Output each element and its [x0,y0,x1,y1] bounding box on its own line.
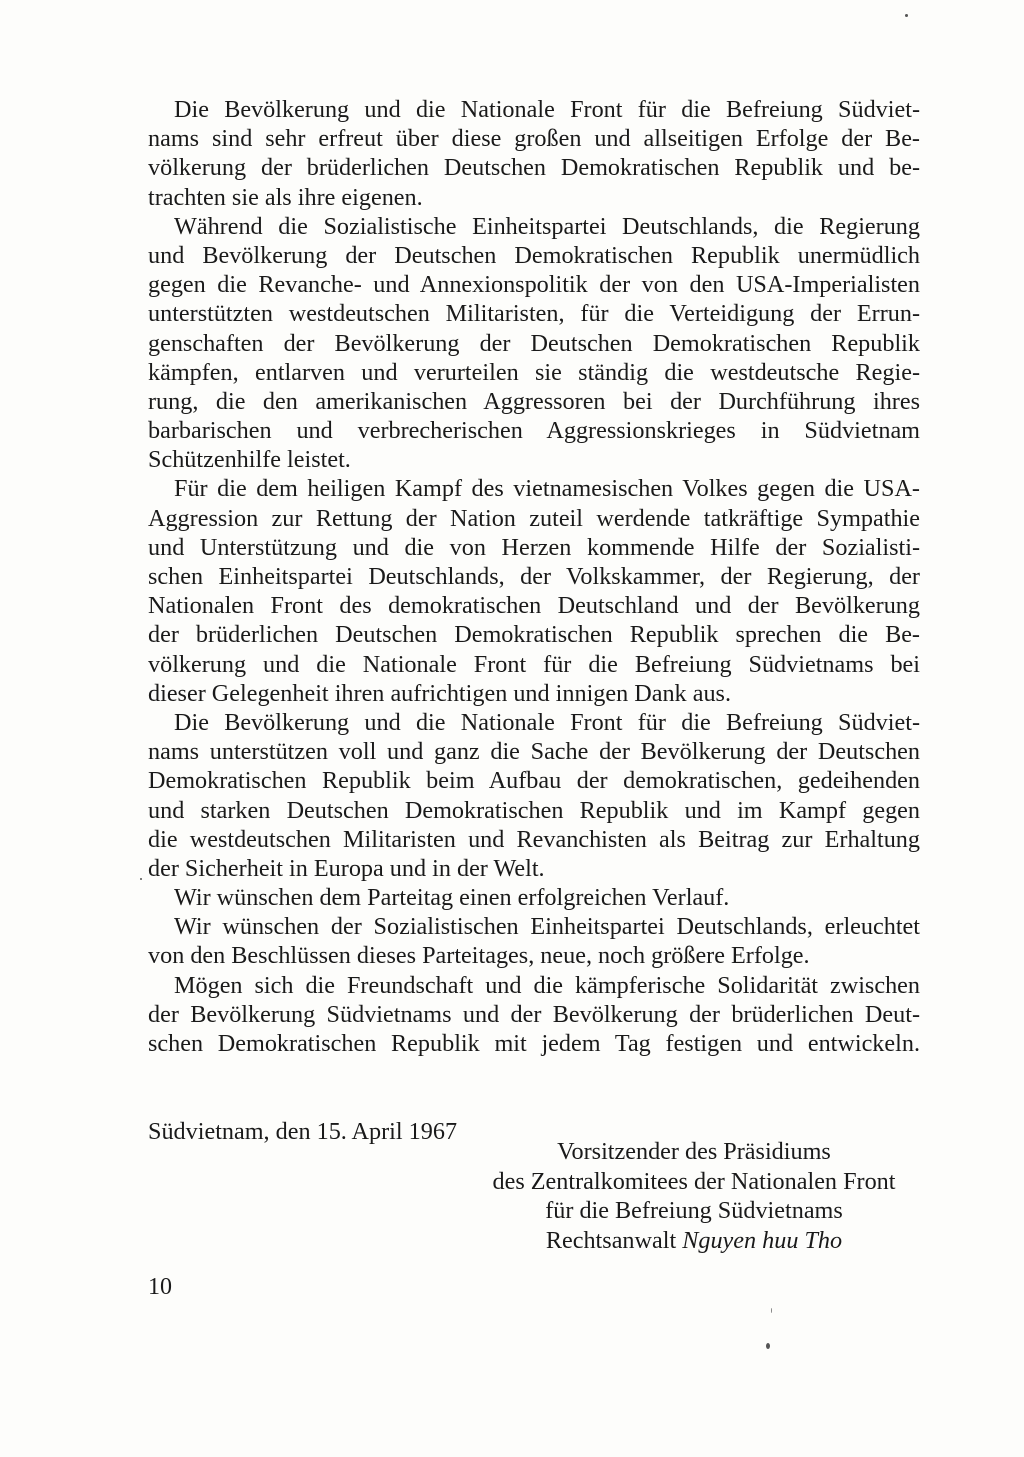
text-line: völkerung und die Nationale Front für die Befreiung Südvietnams bei [148,650,920,678]
text-line: unterstützten westdeutschen Militaristen, für die Verteidigung der Errun- [148,300,920,328]
text-line: der brüderlichen Deutschen Demokratischen Republik sprechen die Be- [148,621,920,649]
scan-speck [766,1343,770,1349]
text-line: Aggression zur Rettung der Nation zuteil werdende tatkräftige Sympathie [148,504,920,532]
signature-title: Rechtsanwalt [545,1226,677,1254]
body-text [148,95,920,1058]
text-line: der Bevölkerung Südvietnams und der Bevölkerung der brüderlichen Deut- [148,1000,920,1028]
closing-section [148,1117,920,1267]
text-line: Wir wünschen dem Parteitag einen erfolgreichen Verlauf. [174,884,730,912]
text-line: trachten sie als ihre eigenen. [148,183,423,211]
text-line: von den Beschlüssen dieses Parteitages, neue, noch größere Erfolge. [148,942,810,970]
signature-name-line [468,1226,920,1256]
text-line: der Sicherheit in Europa und in der Welt. [148,854,545,882]
text-line: und Bevölkerung der Deutschen Demokratischen Republik unermüdlich [148,241,920,269]
text-line: rung, die den amerikanischen Aggressoren bei der Durchführung ihres [148,387,920,415]
text-line: Mögen sich die Freundschaft und die kämpferische Solidarität zwischen [174,971,920,999]
text-line: die westdeutschen Militaristen und Revanchisten als Beitrag zur Erhaltung [148,825,920,853]
text-line: Demokratischen Republik beim Aufbau der demokratischen, gedeihenden [148,767,920,795]
text-line: nams sind sehr erfreut über diese großen und allseitigen Erfolge der Be- [148,125,920,153]
signature-line: Vorsitzender des Präsidiums [557,1138,831,1165]
scan-speck [771,1308,772,1313]
text-line: gegen die Revanche- und Annexionspolitik der von den USA-Imperialisten [148,271,920,299]
text-line: Wir wünschen der Sozialistischen Einheitspartei Deutschlands, erleuchtet [174,913,920,941]
text-line: Nationalen Front des demokratischen Deutschland und der Bevölkerung [148,592,920,620]
text-line: Schützenhilfe leistet. [148,446,351,474]
signature-line: für die Befreiung Südvietnams [545,1197,843,1225]
signature-block [468,1137,920,1255]
text-line: barbarischen und verbrecherischen Aggressionskrieges in Südvietnam [148,417,920,445]
scan-speck [905,14,908,17]
text-line: Die Bevölkerung und die Nationale Front für die Befreiung Südviet- [174,96,920,123]
text-line: Für die dem heiligen Kampf des vietnamesischen Volkes gegen die USA- [174,475,920,503]
text-line: schen Demokratischen Republik mit jedem Tag festigen und entwickeln. [148,1030,920,1057]
text-line: und starken Deutschen Demokratischen Republik und im Kampf gegen [148,796,920,824]
text-line: nams unterstützen voll und ganz die Sache der Bevölkerung der Deutschen [148,738,920,766]
signature-line: des Zentralkomitees der Nationalen Front [492,1167,896,1195]
page-number: 10 [148,1274,172,1300]
date-line: Südvietnam, den 15. April 1967 [148,1118,458,1145]
scan-speck [140,878,142,880]
text-line: und Unterstützung und die von Herzen kommende Hilfe der Sozialisti- [148,533,920,561]
text-line: schen Einheitspartei Deutschlands, der Volkskammer, der Regierung, der [148,563,920,590]
text-line: genschaften der Bevölkerung der Deutschen Demokratischen Republik [148,329,920,357]
text-line: dieser Gelegenheit ihren aufrichtigen und innigen Dank aus. [148,679,731,707]
text-line: kämpfen, entlarven und verurteilen sie ständig die westdeutsche Regie- [148,358,920,386]
signature-name: Nguyen huu Tho [682,1226,843,1254]
text-line: Während die Sozialistische Einheitspartei Deutschlands, die Regierung [174,212,920,240]
text-line: Die Bevölkerung und die Nationale Front für die Befreiung Südviet- [174,708,920,736]
text-line: völkerung der brüderlichen Deutschen Demokratischen Republik und be- [148,154,920,182]
